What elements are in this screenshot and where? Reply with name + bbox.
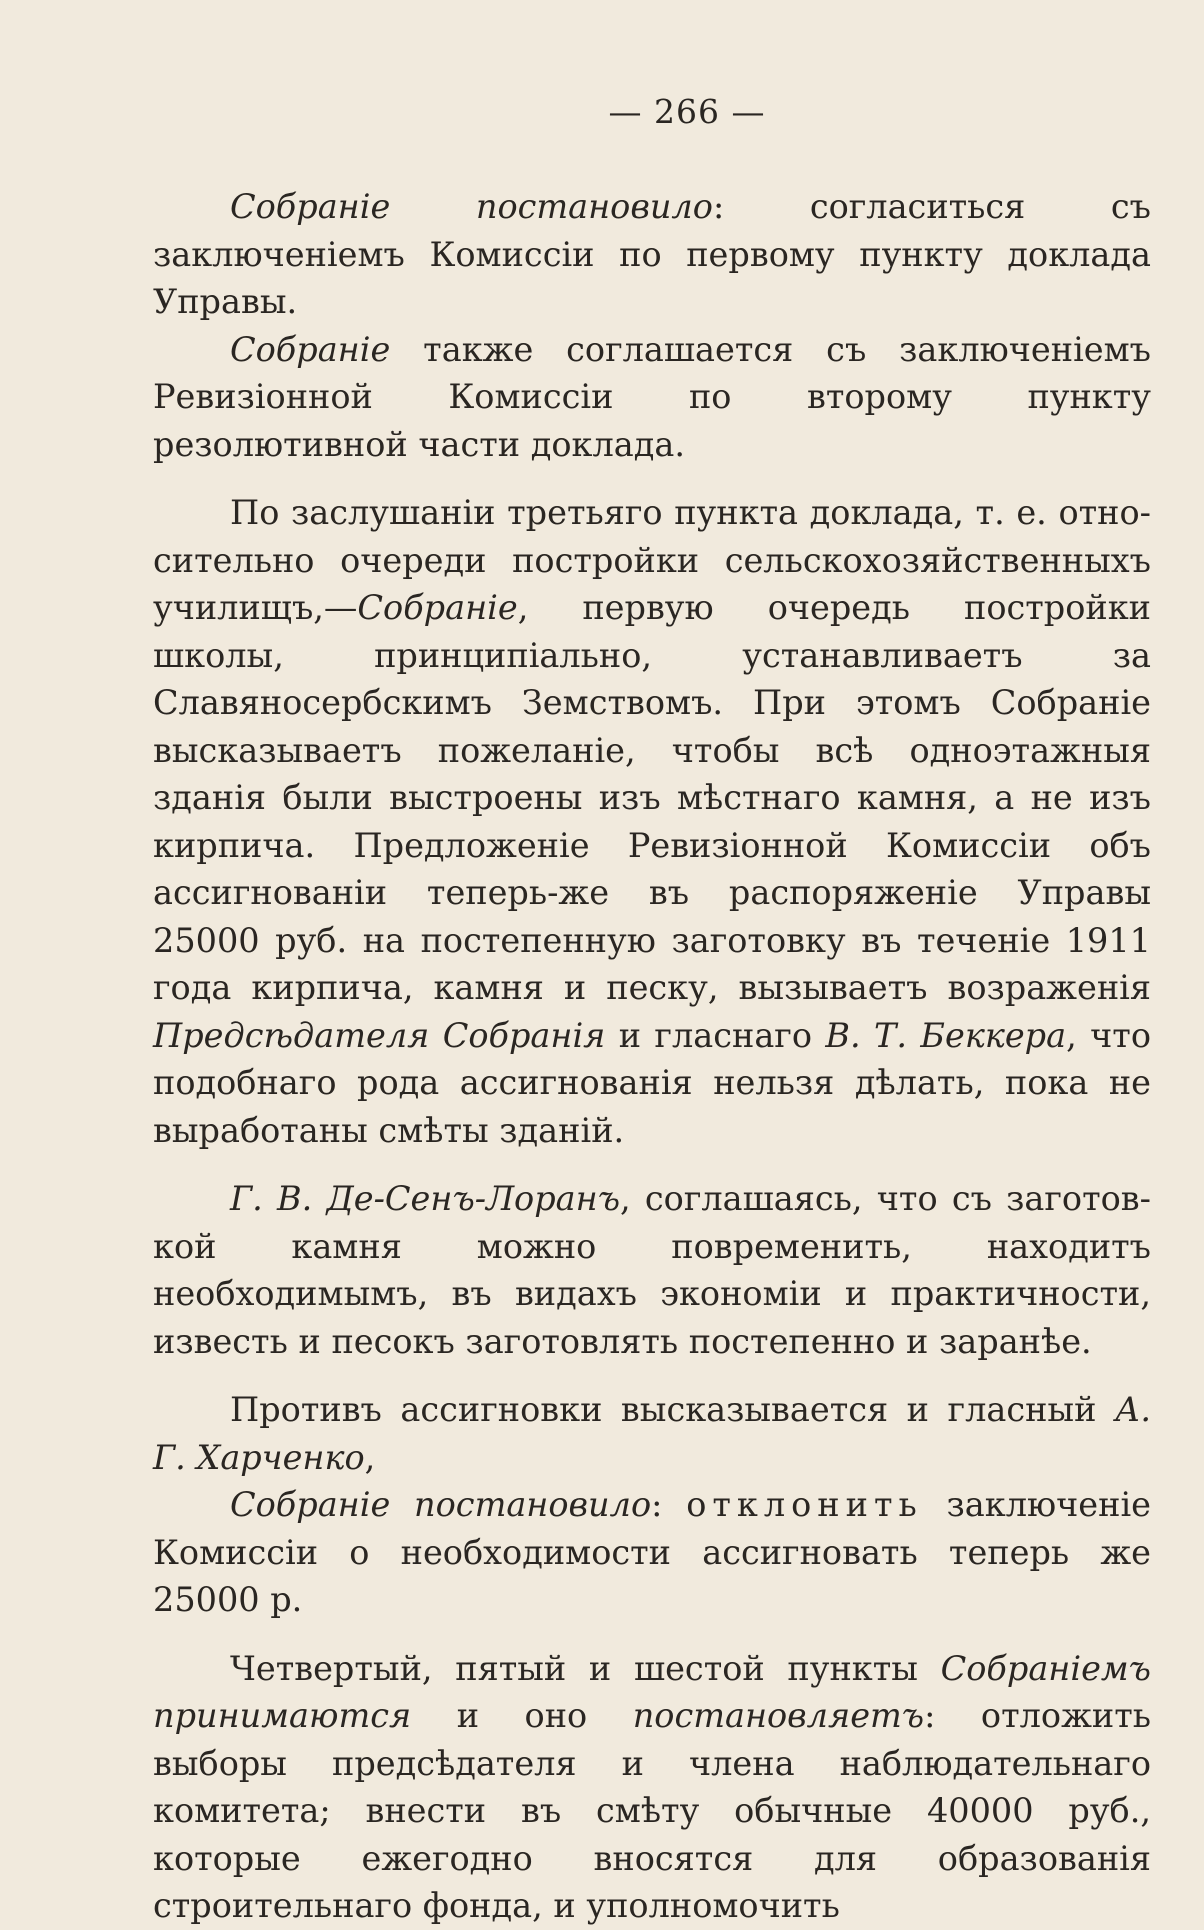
italic-text: Г. В. Де-Сенъ-Лоранъ: [230, 1179, 621, 1218]
text-run: , первую очередь постройки школы, принципіально, устанавливаетъ за Славяносербскимъ Земствомъ. При этомъ Собраніе высказываетъ пожеланіе, чтобы всѣ одноэтажныя зданія были выстроены изъ мѣстнаго камня, а не изъ кирпича. Предложеніе Ревизіонной Комиссіи объ ассигнованіи теперь-же въ распоряженіе Управы 25000 руб. на постепенную заготовку въ теченіе 1911 года кирпича, камня и песку, вызываетъ возраженія: [153, 588, 1151, 1007]
paragraph: [153, 1175, 1151, 1365]
text-run: и гласнаго: [605, 1015, 826, 1055]
italic-text: Собраніе постановило: [230, 1485, 652, 1524]
text-run: , что подобнаго рода ассигнованія нельзя дѣлать, пока не выработаны смѣты зданій.: [153, 1015, 1151, 1150]
text-run: заключеніе Комиссіи о необходимости ассигновать теперь же 25000 р.: [153, 1485, 1151, 1619]
italic-text: Предсѣдателя Собранія: [153, 1015, 606, 1055]
paragraph: [153, 326, 1151, 469]
italic-text: Собраніе: [230, 329, 391, 369]
italic-text: Собраніе постановило: [230, 187, 713, 226]
text-run: : согласиться съ заключеніемъ Комиссіи по первому пункту доклада Управы.: [153, 187, 1151, 321]
text-run: По заслушаніи третьяго пункта доклада, т. е. относительно очереди постройки сельскохозяйственныхъ училищъ,—: [153, 493, 1151, 627]
italic-text: А. Г. Харченко: [153, 1390, 1151, 1477]
text-run: , соглашаясь, что съ заготовкой камня можно повременить, находитъ необходимымъ, въ видахъ экономіи и практичности, известь и песокъ заготовлять постепенно и заранѣе.: [153, 1179, 1151, 1361]
italic-text: Собраніемъ принимаются: [153, 1648, 1151, 1735]
paragraph-gap: [153, 1624, 1151, 1645]
text-run: также соглашается съ заключеніемъ Ревизіонной Комиссіи по второму пункту резолютивной части доклада.: [153, 329, 1151, 464]
paragraph: [153, 1386, 1151, 1481]
text-run: : отложить выборы предсѣдателя и члена наблюдательнаго комитета; внести въ смѣту обычные 40000 руб., которые ежегодно вносятся для образованія строительнаго фонда, и уполномочить: [153, 1696, 1151, 1925]
text-run: :: [651, 1485, 687, 1524]
paragraph-gap: [153, 1154, 1151, 1175]
spaced-text: отклонить: [686, 1485, 923, 1524]
paragraph: [153, 1645, 1151, 1930]
italic-text: постановляетъ: [632, 1696, 925, 1735]
paragraph: [153, 489, 1151, 1154]
page-number: — 266 —: [608, 92, 766, 131]
text-run: Четвертый, пятый и шестой пункты: [230, 1648, 941, 1688]
text-run: ,: [364, 1437, 376, 1477]
text-body: [153, 183, 1151, 1930]
text-run: Противъ ассигновки высказывается и гласный: [230, 1390, 1115, 1429]
paragraph: [153, 183, 1151, 326]
paragraph-gap: [153, 1365, 1151, 1386]
paragraph-gap: [153, 468, 1151, 489]
text-run: и оно: [411, 1696, 633, 1735]
italic-text: В. Т. Беккера: [825, 1015, 1067, 1055]
italic-text: Собраніе: [357, 588, 518, 627]
paragraph: [153, 1481, 1151, 1624]
